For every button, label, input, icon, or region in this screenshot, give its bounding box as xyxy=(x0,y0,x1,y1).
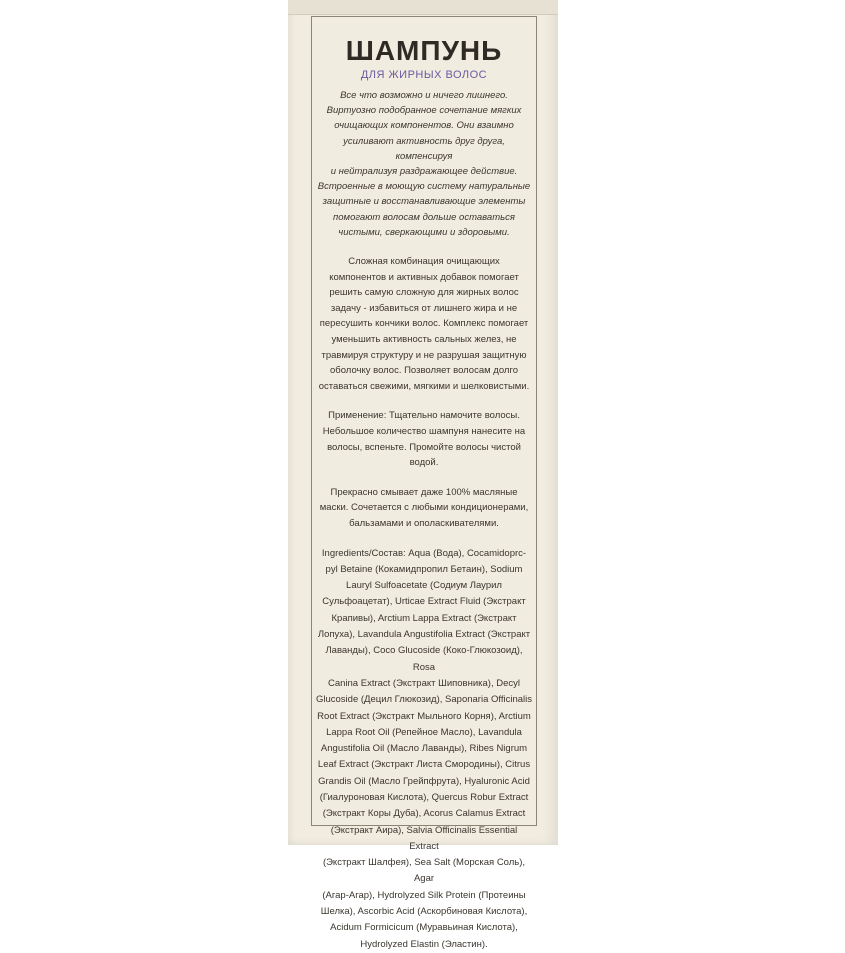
note-text: Прекрасно смывает даже 100% масляные маски. Сочетается с любыми кондиционерами, бальзамами и ополаскивателями. xyxy=(319,486,529,529)
intro-text: Все что возможно и ничего лишнего. Виртуозно подобранное сочетание мягких очищающих компонентов. Они взаимно усиливают активность друг друга, компенсируя и нейтрализуя раздражающее действие. Встроенные в моющую систему натуральные защитные и восстанавливающие элементы помогают волосам дольше оставаться чистыми, сверкающими и здоровыми. xyxy=(317,90,531,238)
usage-text: Применение: Тщательно намочите волосы. Небольшое количество шампуня нанесите на волосы, вспеньте. Промойте волосы чистой водой. xyxy=(322,410,526,469)
description-text: Сложная комбинация очищающих компонентов и активных добавок помогает решить самую сложную для жирных волос задачу - избавиться от лишнего жира и не пересушить кончики волос. Комплекс помогает уменьшить активность сальных желез, не травмируя структуру и не разрушая защитную оболочку волос. Позволяет волосам долго оставаться свежими, мягкими и шелковистыми. xyxy=(318,256,530,392)
shampoo-box xyxy=(288,0,558,950)
label-content xyxy=(315,36,533,953)
box-top-flap xyxy=(288,0,558,15)
product-subtitle: ДЛЯ ЖИРНЫХ ВОЛОС xyxy=(360,69,488,81)
product-title: ШАМПУНЬ xyxy=(345,35,503,66)
ingredients-text: Ingredients/Состав: Aqua (Вода), Cocamidoprc- pyl Betaine (Кокамидпропил Бетаин), Sodium Lauryl Sulfoacetate (Содиум Лаурил Сульфоацетат), Urticae Extract Fluid (Экстракт Крапивы), Arctium Lappa Extract (Экстракт Лопуха), Lavandula Angustifolia Extract (Экстракт Лаванды), Coco Glucoside (Коко-Глюкозоид), Rosa Canina Extract (Экстракт Шиповника), Decyl Glucoside (Децил Глюкозид), Saponaria Officinalis Root Extract (Экстракт Мыльного Корня), Arctium Lappa Root Oil (Репейное Масло), Lavandula Angustifolia Oil (Масло Лаванды), Ribes Nigrum Leaf Extract (Экстракт Листа Смородины), Citrus Grandis Oil (Масло Грейпфрута), Hyaluronic Acid (Гиалуроновая Кислота), Quercus Robur Extract (Экстракт Коры Дуба), Acorus Calamus Extract (Экстракт Аира), Salvia Officinalis Essential Extract (Экстракт Шалфея), Sea Salt (Морская Соль), Agar (Агар-Агар), Hydrolyzed Silk Protein (Протеины Шелка), Ascorbic Acid (Аскорбиновая Кислота), Acidum Formicicum (Муравьиная Кислота), Hydrolyzed Elastin (Эластин). xyxy=(315,547,533,950)
